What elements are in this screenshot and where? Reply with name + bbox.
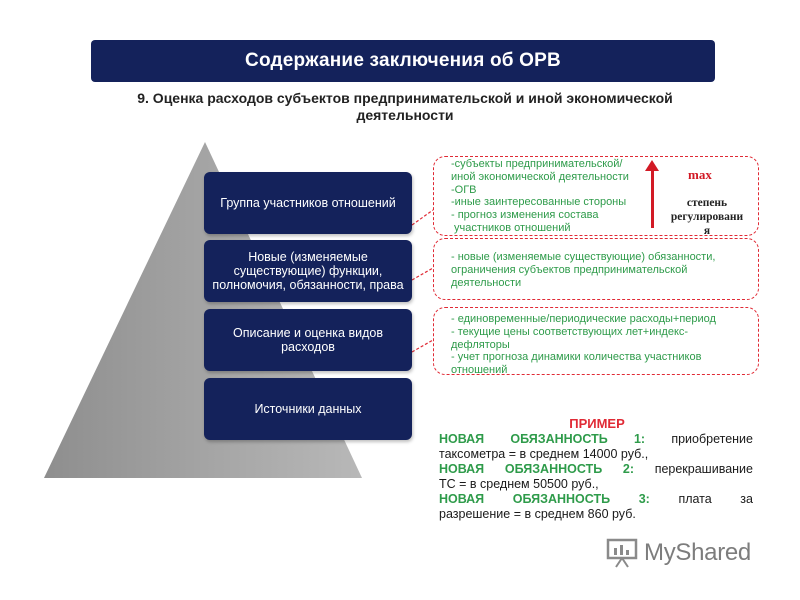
example-item-1: [439, 432, 753, 447]
degree-line: регулировани: [670, 211, 744, 223]
detail-text-functions: [451, 251, 715, 289]
pyramid-step-label: Источники данных: [254, 402, 362, 416]
section-heading: [60, 90, 750, 124]
detail-line: - прогноз изменения состава: [451, 209, 599, 222]
example-heading: ПРИМЕР: [569, 416, 625, 431]
detail-text-participants: [451, 158, 629, 235]
max-label: max: [688, 167, 712, 182]
connector-2: [412, 268, 433, 280]
detail-line: -иные заинтересованные стороны: [451, 196, 627, 209]
example-item-2: [439, 462, 753, 477]
watermark-logo: [606, 538, 751, 568]
pyramid-step-label: Новые (изменяемые существующие) функции, полномочия, обязанности, права: [212, 250, 404, 292]
example-item-2-cont: [439, 477, 753, 492]
pyramid-step-participants: [204, 172, 412, 234]
watermark-text: MyShared: [644, 539, 751, 566]
example-item-3-cont: [439, 507, 753, 522]
example-key: НОВАЯ ОБЯЗАННОСТЬ 1:: [439, 432, 646, 446]
pyramid-step-costs: [204, 309, 412, 371]
example-item-3: [439, 492, 753, 507]
pyramid-step-sources: [204, 378, 412, 440]
detail-line: деятельности: [451, 276, 522, 289]
connector-3: [412, 340, 433, 352]
connector-1: [412, 210, 433, 225]
degree-line: я: [703, 225, 711, 237]
example-text: разрешение = в среднем 860 руб.: [439, 507, 636, 521]
detail-line: -субъекты предпринимательской/: [451, 158, 623, 170]
regulation-degree-label: [662, 196, 752, 238]
section-heading-line-2: деятельности: [356, 107, 454, 123]
section-heading-line-1: 9. Оценка расходов субъектов предпринимательской и иной экономической: [137, 90, 673, 106]
pyramid-step-label: Группа участников отношений: [220, 196, 396, 210]
example-text: перекрашивание: [654, 462, 753, 476]
example-text: ТС = в среднем 50500 руб.,: [439, 477, 599, 491]
example-text: плата за: [678, 492, 753, 506]
example-text: приобретение: [671, 432, 753, 446]
example-key: НОВАЯ ОБЯЗАННОСТЬ 3:: [439, 492, 650, 506]
example-item-1-cont: [439, 447, 753, 462]
detail-line: - текущие цены соответствующих лет+индекс-: [451, 325, 689, 338]
degree-line: степень: [686, 197, 728, 209]
arrow-shaft: [651, 168, 654, 228]
pyramid-step-functions: [204, 240, 412, 302]
detail-line: - единовременные/периодические расходы+период: [451, 313, 716, 325]
example-key: НОВАЯ ОБЯЗАННОСТЬ 2:: [439, 462, 634, 476]
detail-line: иной экономической деятельности: [451, 170, 629, 183]
presentation-icon: [606, 538, 638, 568]
detail-line: ограничения субъектов предпринимательской: [451, 263, 688, 276]
detail-text-costs: [451, 313, 716, 377]
pyramid-step-label: Описание и оценка видов расходов: [233, 326, 383, 354]
detail-line: дефляторы: [451, 338, 510, 351]
detail-line: - учет прогноза динамики количества участников: [451, 351, 702, 364]
example-text: таксометра = в среднем 14000 руб.,: [439, 447, 649, 461]
detail-line: участников отношений: [451, 221, 571, 234]
detail-line: - новые (изменяемые существующие) обязанности,: [451, 251, 716, 263]
slide-title: Содержание заключения об ОРВ: [91, 40, 715, 82]
detail-line: -ОГВ: [451, 183, 477, 196]
detail-line: отношений: [451, 364, 508, 377]
